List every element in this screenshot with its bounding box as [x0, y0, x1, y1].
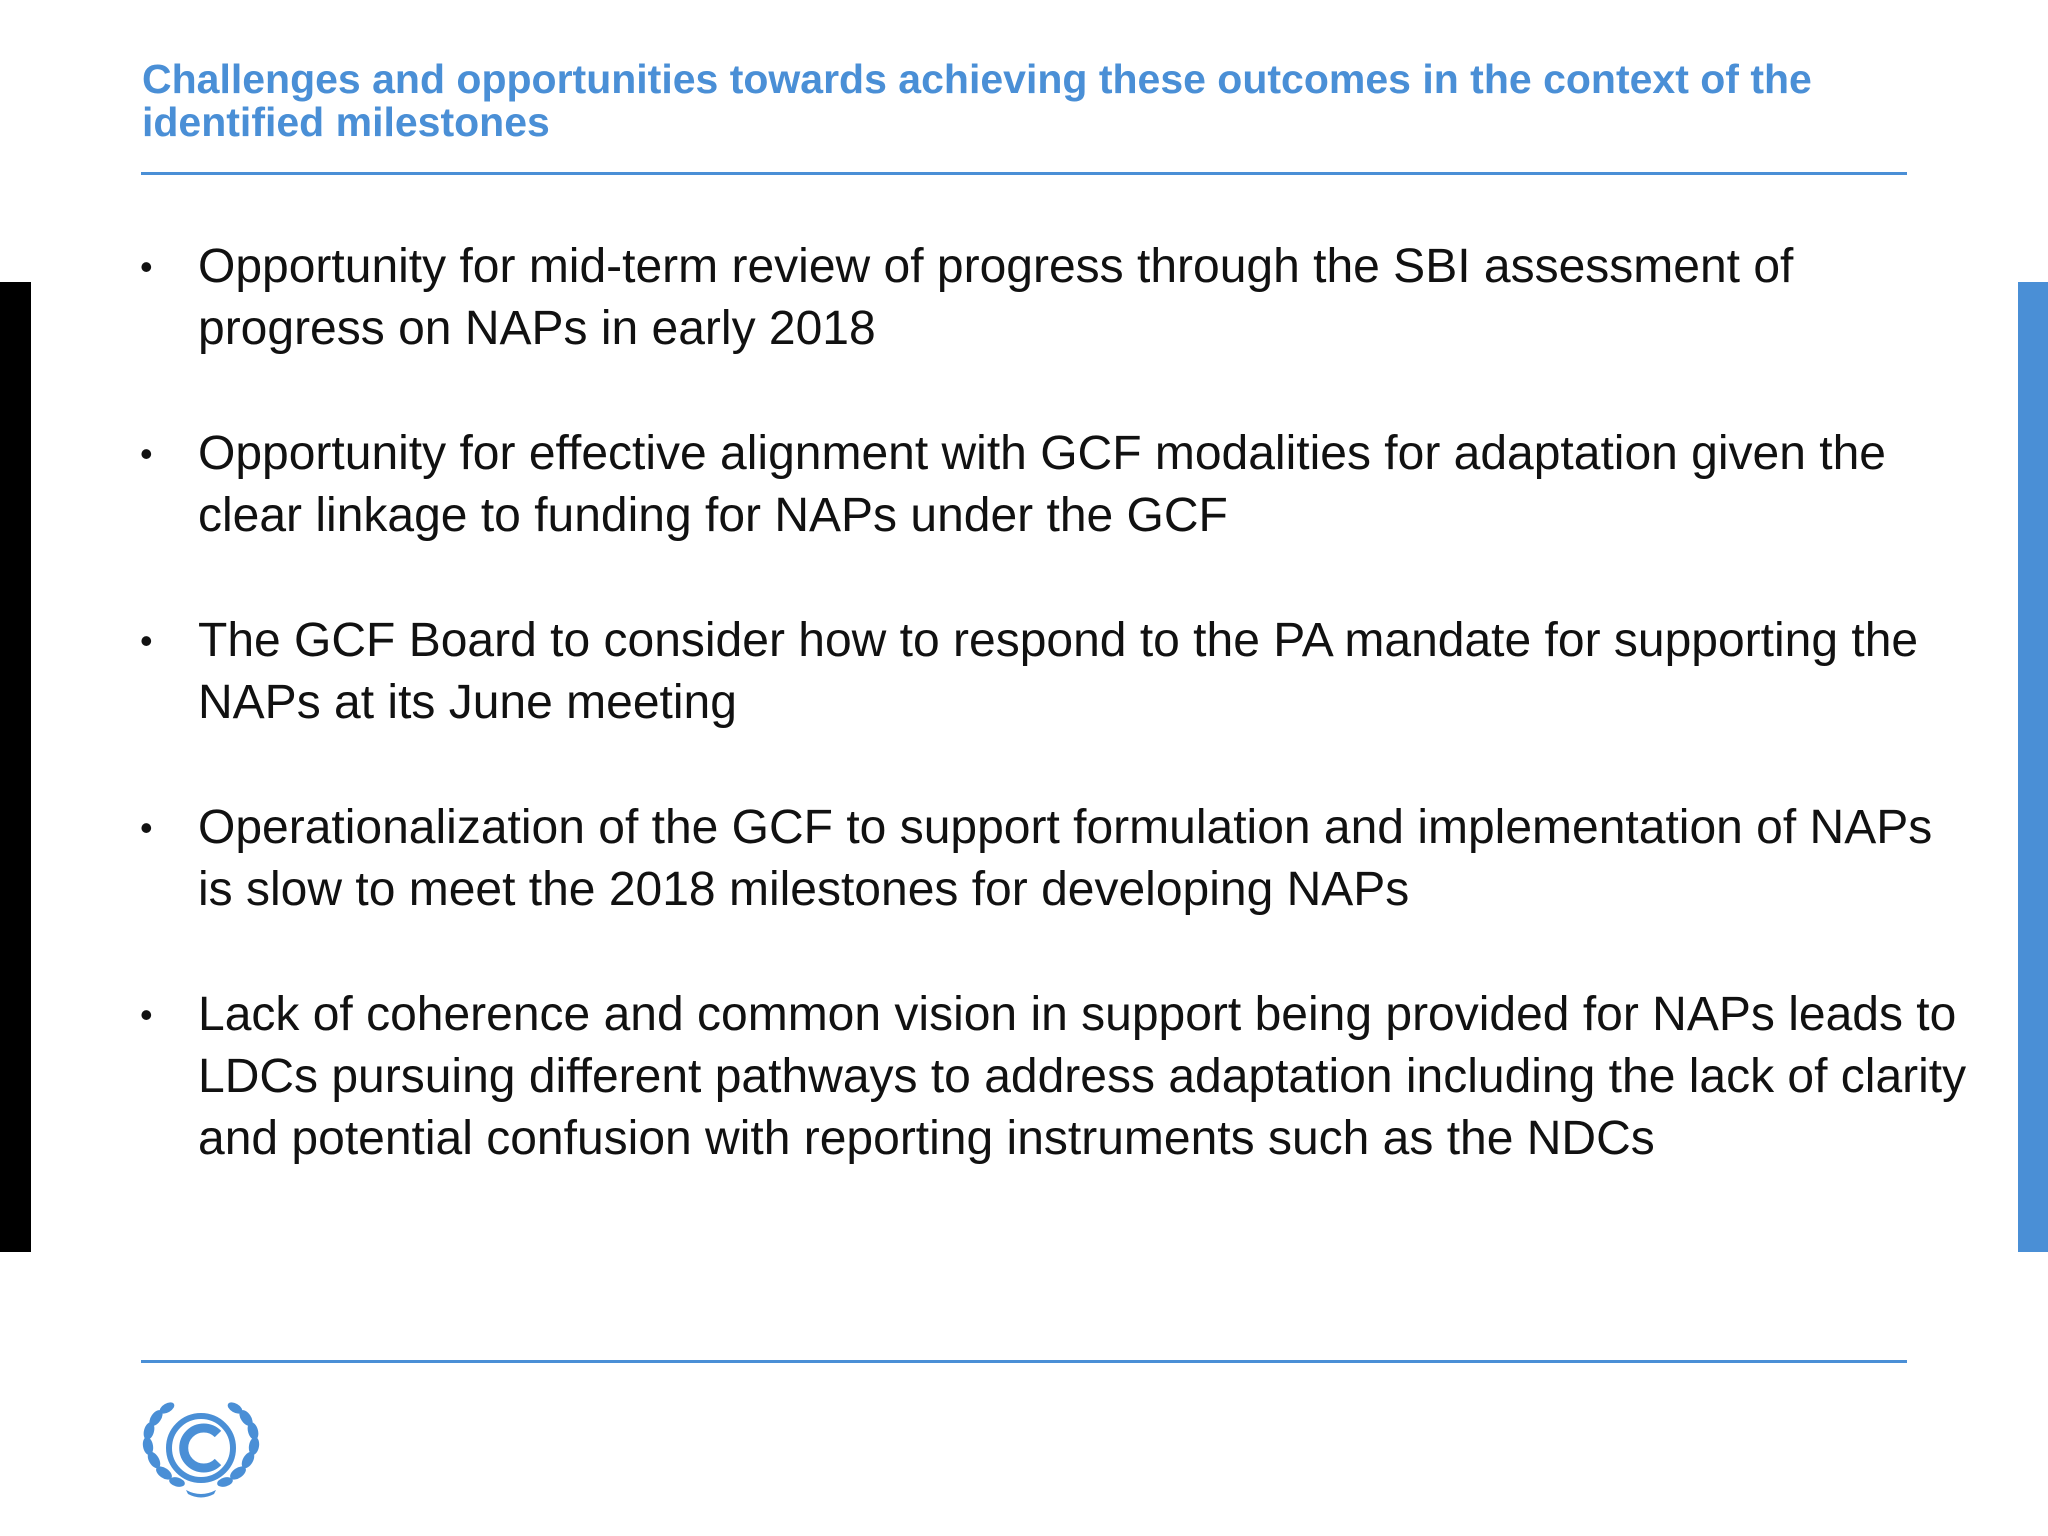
- bullet-marker: •: [140, 807, 153, 848]
- bullet-list: [140, 236, 1980, 1233]
- unfccc-logo-icon: [136, 1398, 266, 1502]
- right-edge-bar: [2018, 282, 2048, 1252]
- bullet-text: Operationalization of the GCF to support formulation and implementation of NAPs is slow to meet the 2018 milestones for developing NAPs: [198, 801, 1933, 916]
- bullet-text: The GCF Board to consider how to respond to the PA mandate for supporting the NAPs at its June meeting: [198, 614, 1919, 729]
- bullet-marker: •: [140, 433, 153, 474]
- bullet-text: Lack of coherence and common vision in support being provided for NAPs leads to LDCs pursuing different pathways to address adaptation including the lack of clarity and potential confusion with reporting instruments such as the NDCs: [198, 988, 1967, 1165]
- bullet-item: [140, 797, 1980, 921]
- left-edge-bar: [0, 282, 31, 1252]
- bullet-item: [140, 610, 1980, 734]
- bullet-text: Opportunity for mid-term review of progress through the SBI assessment of progress on NAPs in early 2018: [198, 240, 1794, 355]
- bullet-marker: •: [140, 246, 153, 287]
- bullet-text: Opportunity for effective alignment with GCF modalities for adaptation given the clear linkage to funding for NAPs under the GCF: [198, 427, 1886, 542]
- bullet-item: [140, 984, 1980, 1170]
- footer-divider: [141, 1360, 1907, 1363]
- bullet-item: [140, 423, 1980, 547]
- title-divider: [141, 172, 1907, 175]
- bullet-marker: •: [140, 994, 153, 1035]
- bullet-item: [140, 236, 1980, 360]
- slide-title: Challenges and opportunities towards achieving these outcomes in the context of the identified milestones: [142, 56, 1812, 145]
- bullet-marker: •: [140, 620, 153, 661]
